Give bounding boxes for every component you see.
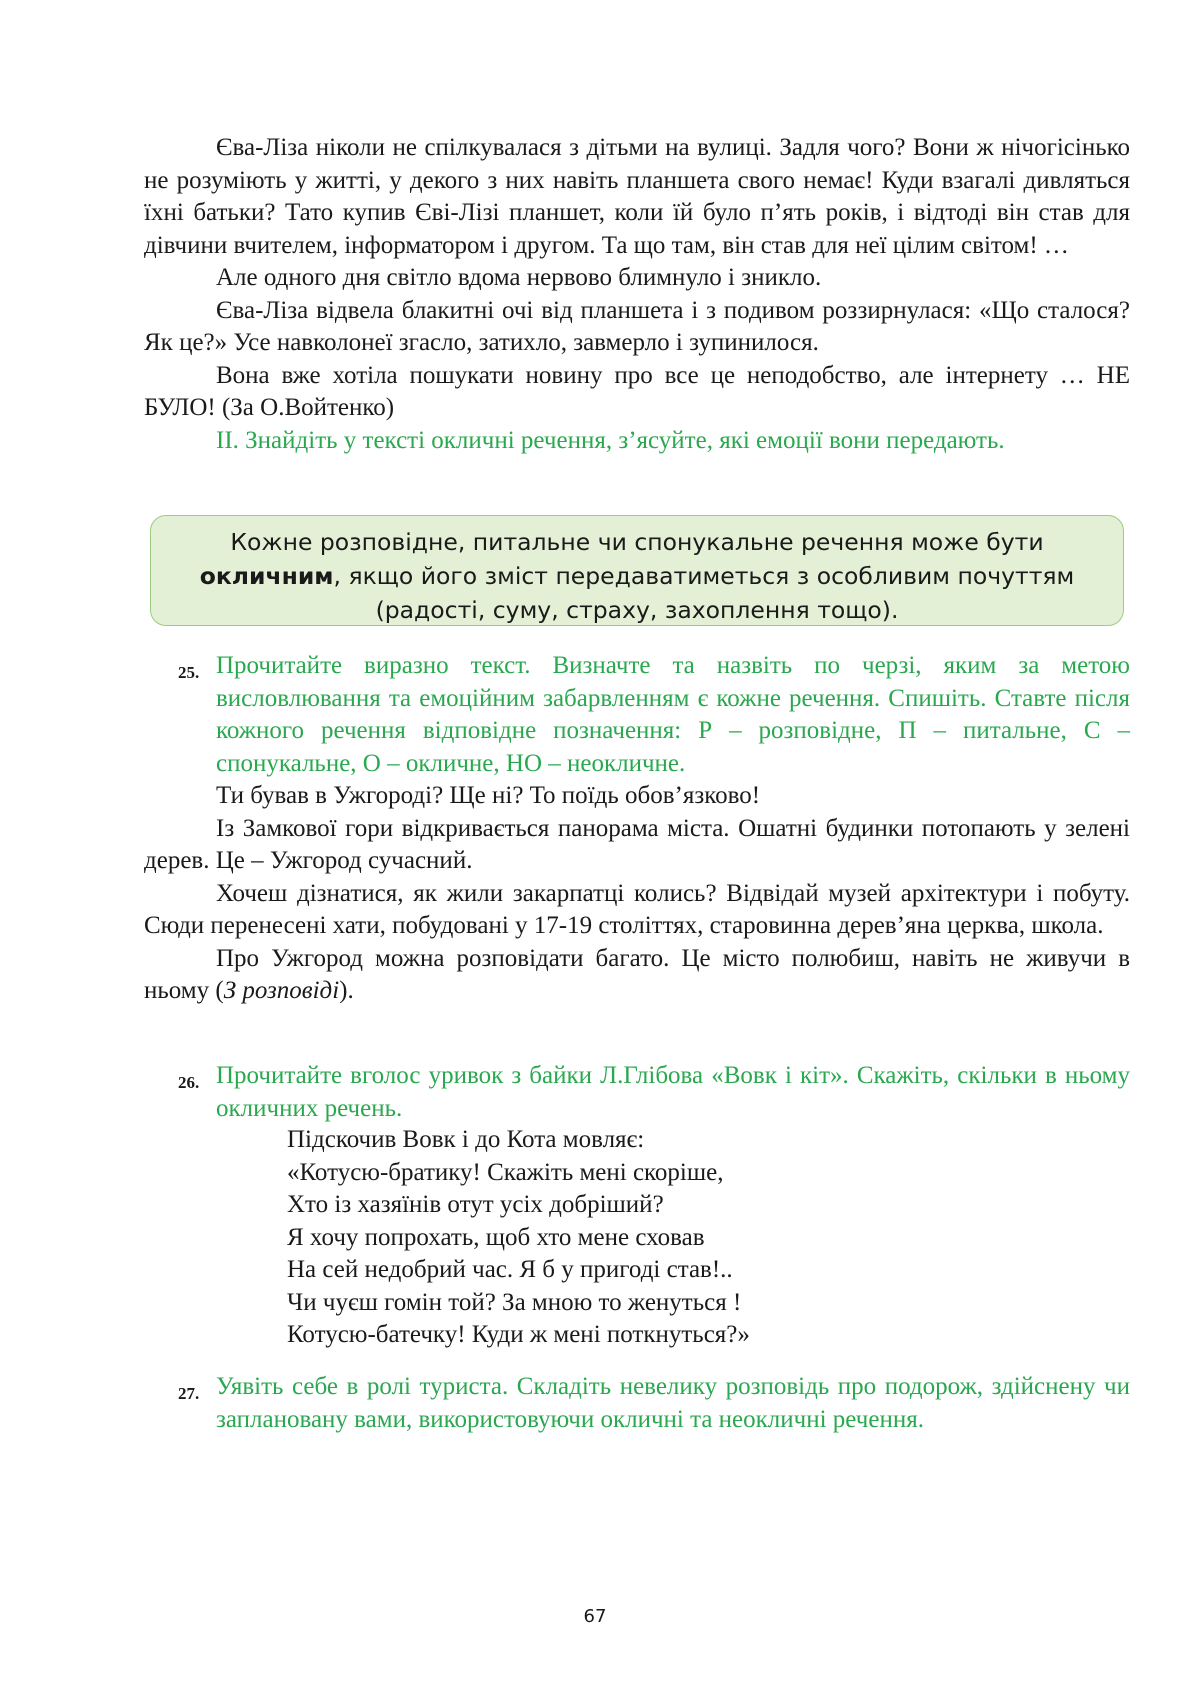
rule-text-after: , якщо його зміст передаватиметься з особливим почуттям (радості, суму, страху, захоплення тощо). (333, 562, 1075, 624)
story-paragraph: Єва-Ліза відвела блакитні очі від планшета і з подивом роззирнулася: «Що сталося? Як це?» Усе навколонеї згасло, затихло, завмерло і зупинилося. (144, 296, 1130, 356)
rule-keyword: окличним (199, 562, 334, 590)
page-number: 67 (583, 1606, 607, 1627)
text-paragraph: Хочеш дізнатися, як жили закарпатці колись? Відвідай музей архітектури і побуту. Сюди перенесені хати, побудовані у 17-19 століттях, старовинна дерев’яна церква, школа. (144, 879, 1130, 939)
poem-line: Котусю-батечку! Куди ж мені поткнуться?» (287, 1321, 750, 1348)
story-paragraph: Єва-Ліза ніколи не спілкувалася з дітьми на вулиці. Задля чого? Вони ж нічогісінько не розуміють у житті, у декого з них навіть планшета свого немає! Куди взагалі дивляться їхні батьки? Тато купив Єві-Лізі планшет, коли їй було п’ять років, і відтоді він став для дівчини вчителем, інформатором і другом. Та що там, він став для неї цілим світом! … (144, 134, 1130, 259)
rule-box (150, 515, 1124, 626)
poem-line: На сей недобрий час. Я б у пригоді став!.. (287, 1256, 733, 1283)
poem-line: «Котусю-братику! Скажіть мені скоріше, (287, 1158, 724, 1186)
story-paragraph: Але одного дня світло вдома нервово блимнуло і зникло. (216, 264, 822, 291)
source-note: З розповіді (223, 977, 340, 1004)
exercise-number: 27. (178, 1384, 200, 1403)
poem-line: Хто із хазяїнів отут усіх добріший? (287, 1191, 664, 1218)
story-text (144, 132, 1130, 457)
text-paragraph: Із Замкової гори відкривається панорама міста. Ошатні будинки потопають у зелені дерев. Це – Ужгород сучасний. (144, 814, 1130, 874)
poem-line: Підскочив Вовк і до Кота мовляє: (287, 1126, 645, 1153)
exercise-number: 26. (178, 1073, 200, 1092)
text-paragraph (144, 943, 1130, 1008)
exercise-task: Прочитайте вголос уривок з байки Л.Глібова «Вовк і кіт». Скажіть, скільки в ньому окличних речень. (216, 1062, 1130, 1122)
story-paragraph: Вона вже хотіла пошукати новину про все це неподобство, але інтернету … НЕ БУЛО! (За О.Войтенко) (144, 361, 1130, 421)
text-last-before: Про Ужгород можна розповідати багато. Це місто полюбиш, навіть не живучи в ньому ( (144, 944, 1130, 1004)
poem-line: Я хочу попрохать, щоб хто мене сховав (287, 1223, 705, 1251)
poem-line: Чи чуєш гомін той? За мною то женуться ! (287, 1288, 742, 1316)
rule-text-before: Кожне розповідне, питальне чи спонукальне речення може бути (230, 528, 1044, 556)
exercise-25-text (144, 780, 1130, 1008)
text-paragraph: Ти бував в Ужгороді? Ще ні? То поїдь обов’язково! (216, 782, 761, 809)
exercise-task: Уявіть себе в ролі туриста. Складіть невелику розповідь про подорож, здійснену чи заплановану вами, використовуючи окличні та неокличні речення. (216, 1373, 1130, 1433)
exercise-task: Прочитайте виразно текст. Визначте та назвіть по черзі, яким за метою висловлювання та емоційним забарвленням є кожне речення. Спишіть. Ставте після кожного речення відповідне позначення: Р – розповідне, П – питальне, С – спонукальне, О – окличне, НО – неокличне. (216, 652, 1130, 777)
task-ii: ІІ. Знайдіть у тексті окличні речення, з’ясуйте, які емоції вони передають. (216, 426, 1005, 454)
exercise-number: 25. (178, 663, 200, 682)
text-last-after: ). (339, 977, 354, 1004)
fable-excerpt (287, 1124, 1087, 1352)
